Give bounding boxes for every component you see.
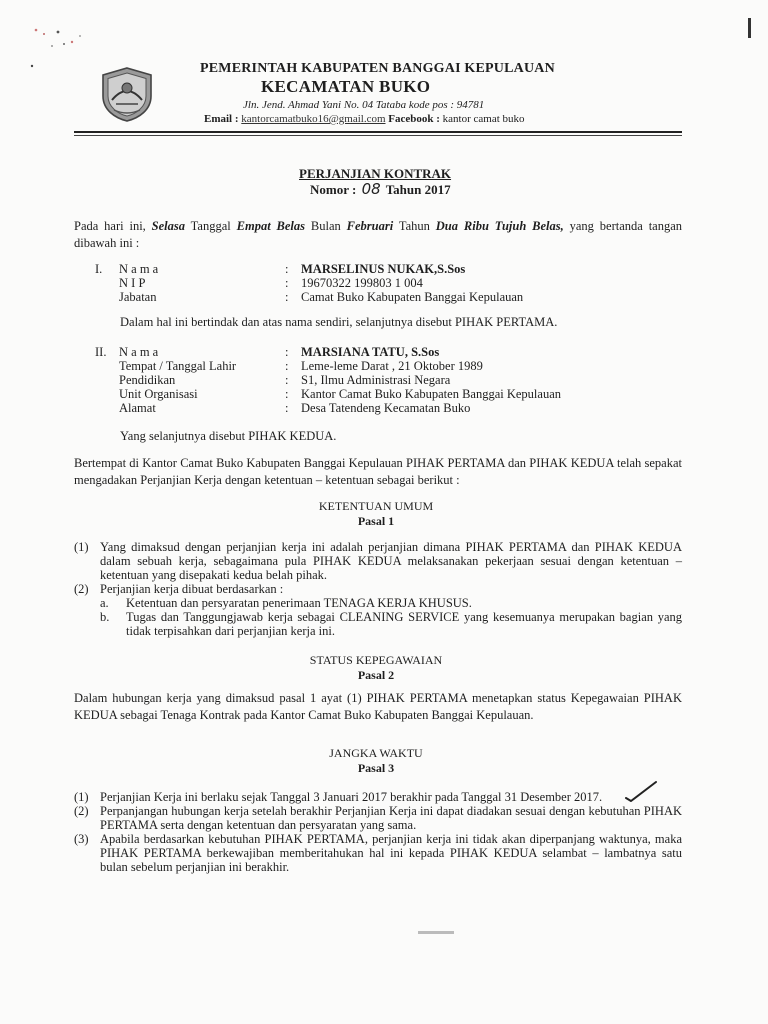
letterhead-address: Jln. Jend. Ahmad Yani No. 04 Tataba kode pos : 94781 xyxy=(243,99,485,111)
handwritten-number: 08 xyxy=(361,180,381,198)
agreement-paragraph: Bertempat di Kantor Camat Buko Kabupaten Banggai Kepulauan PIHAK PERTAMA dan PIHAK KEDUA telah sepakat mengadakan Perjanjian Kerja dengan ketentuan – ketentuan sebagai berikut : xyxy=(74,456,682,487)
intro-day: Selasa xyxy=(151,219,186,233)
list-item xyxy=(74,540,682,582)
section-three-heading xyxy=(276,746,476,776)
item-text: Yang dimaksud dengan perjanjian kerja ini adalah perjanjian dimana PIHAK PERTAMA dan PIHAK KEDUA dalam sebuah kerja, sebagaimana pula PIHAK KEDUA melaksanakan pekerjaan sesuai dengan ketentuan – ketentuan yang disepakati kedua belah pihak. xyxy=(100,540,682,582)
intro-text: Tahun xyxy=(398,219,430,233)
party-one-sep: : xyxy=(285,276,289,290)
item-text: Perjanjian Kerja ini berlaku sejak Tanggal 3 Januari 2017 berakhir pada Tanggal 31 Desember 2017. xyxy=(100,790,603,804)
sub-list xyxy=(74,596,682,638)
sub-item-letter: b. xyxy=(100,610,110,624)
party-one-table xyxy=(95,262,523,304)
intro-date: Empat Belas xyxy=(236,219,306,233)
section-three-title: JANGKA WAKTU xyxy=(329,746,423,760)
intro-paragraph xyxy=(74,218,682,252)
section-two-heading xyxy=(276,653,476,683)
section-three-pasal: Pasal 3 xyxy=(357,761,395,775)
party-one-nip: 19670322 199803 1 004 xyxy=(301,276,423,290)
party-two-sep: : xyxy=(285,387,289,401)
party-two-sep: : xyxy=(285,359,289,373)
party-two-statement: Yang selanjutnya disebut PIHAK KEDUA. xyxy=(120,429,337,443)
letterhead-government: PEMERINTAH KABUPATEN BANGGAI KEPULAUAN xyxy=(200,61,555,76)
letterhead-contact xyxy=(204,113,525,125)
list-item xyxy=(74,832,682,874)
scan-edge-mark xyxy=(748,18,751,38)
party-two-education: S1, Ilmu Administrasi Negara xyxy=(301,373,451,387)
party-one-name: MARSELINUS NUKAK,S.Sos xyxy=(301,262,466,276)
list-item xyxy=(74,804,682,832)
item-text: Apabila berdasarkan kebutuhan PIHAK PERTAMA, perjanjian kerja ini tidak akan diperpanjang waktunya, maka PIHAK PERTAMA berkewajiban memberitahukan hal ini kepada PIHAK KEDUA selambat – lambatnya satu bulan sebelum perjanjian ini berakhir. xyxy=(100,832,682,874)
party-one-sep: : xyxy=(285,290,289,304)
document-number xyxy=(310,180,451,198)
section-two-pasal: Pasal 2 xyxy=(357,668,395,682)
section-one-list xyxy=(74,540,682,638)
letterhead-district: KECAMATAN BUKO xyxy=(261,77,431,96)
sub-list-item xyxy=(100,596,682,610)
facebook-value: kantor camat buko xyxy=(442,113,525,125)
party-two-name: MARSIANA TATU, S.Sos xyxy=(301,345,440,359)
item-text: Perpanjangan hubungan kerja setelah berakhir Perjanjian Kerja ini dapat diadakan sesuai dengan kebutuhan PIHAK PERTAMA serta dengan ketentuan dan persyaratan yang sama. xyxy=(100,804,682,832)
item-number: (2) xyxy=(74,582,89,596)
item-number: (1) xyxy=(74,790,89,804)
party-two-label: Alamat xyxy=(119,401,156,415)
item-text: Perjanjian kerja dibuat berdasarkan : xyxy=(100,582,284,596)
party-two-label: Unit Organisasi xyxy=(119,387,198,401)
section-three-list xyxy=(74,790,682,874)
letterhead-rule-thin xyxy=(74,135,682,136)
regency-emblem-logo xyxy=(98,66,156,122)
email-label: Email : xyxy=(204,113,239,125)
item-number: (2) xyxy=(74,804,89,818)
sub-item-text: Tugas dan Tanggungjawab kerja sebagai CLEANING SERVICE yang kesemuanya merupakan bagian yang tidak terpisahkan dari perjanjian kerja ini. xyxy=(126,610,682,638)
section-one-title: KETENTUAN UMUM xyxy=(318,499,434,513)
party-two-sep: : xyxy=(285,401,289,415)
sub-item-letter: a. xyxy=(100,596,109,610)
item-number: (3) xyxy=(74,832,89,846)
handwritten-check-icon xyxy=(624,780,658,802)
document-title: PERJANJIAN KONTRAK xyxy=(299,166,452,181)
letterhead-rule xyxy=(74,131,682,133)
email-link[interactable]: kantorcamatbuko16@gmail.com xyxy=(241,113,386,125)
party-two-label: Tempat / Tanggal Lahir xyxy=(119,359,237,373)
sub-list-item xyxy=(100,610,682,638)
facebook-label: Facebook : xyxy=(388,113,440,125)
section-one-heading xyxy=(276,499,476,529)
party-one-label: Jabatan xyxy=(119,290,157,304)
intro-text: Pada hari ini, xyxy=(74,219,146,233)
intro-text: Tanggal xyxy=(190,219,231,233)
party-one-position: Camat Buko Kabupaten Banggai Kepulauan xyxy=(301,290,524,304)
list-item xyxy=(74,790,682,804)
party-two-sep: : xyxy=(285,373,289,387)
party-two-roman: II. xyxy=(95,345,107,359)
scan-specks xyxy=(18,22,98,72)
party-one-statement: Dalam hal ini bertindak dan atas nama sendiri, selanjutnya disebut PIHAK PERTAMA. xyxy=(120,315,558,329)
scan-smudge xyxy=(418,931,454,934)
intro-text: Bulan xyxy=(310,219,341,233)
party-one-label: N I P xyxy=(119,276,146,290)
party-two-sep: : xyxy=(285,345,289,359)
party-two-address: Desa Tatendeng Kecamatan Buko xyxy=(301,401,471,415)
sub-item-text: Ketentuan dan persyaratan penerimaan TENAGA KERJA KHUSUS. xyxy=(126,596,472,610)
party-two-birth: Leme-leme Darat , 21 Oktober 1989 xyxy=(301,359,483,373)
party-two-table xyxy=(95,345,561,415)
party-two-label: N a m a xyxy=(119,345,159,359)
nomor-label: Nomor : xyxy=(310,182,357,197)
section-two-paragraph: Dalam hubungan kerja yang dimaksud pasal 1 ayat (1) PIHAK PERTAMA menetapkan status Kepegawaian PIHAK KEDUA sebagai Tenaga Kontrak pada Kantor Camat Buko Kabupaten Banggai Kepulauan. xyxy=(74,691,682,722)
section-two-title: STATUS KEPEGAWAIAN xyxy=(309,653,443,667)
party-one-sep: : xyxy=(285,262,289,276)
intro-month: Februari xyxy=(346,219,394,233)
intro-text: yang bertanda tangan dibawah ini : xyxy=(74,219,683,250)
party-one-label: N a m a xyxy=(119,262,159,276)
party-one-roman: I. xyxy=(95,262,103,276)
section-one-pasal: Pasal 1 xyxy=(357,514,395,528)
list-item xyxy=(74,582,682,596)
party-two-unit: Kantor Camat Buko Kabupaten Banggai Kepulauan xyxy=(301,387,561,401)
tahun-label: Tahun 2017 xyxy=(385,182,451,197)
intro-year: Dua Ribu Tujuh Belas, xyxy=(435,219,564,233)
party-two-label: Pendidikan xyxy=(119,373,176,387)
item-number: (1) xyxy=(74,540,89,554)
